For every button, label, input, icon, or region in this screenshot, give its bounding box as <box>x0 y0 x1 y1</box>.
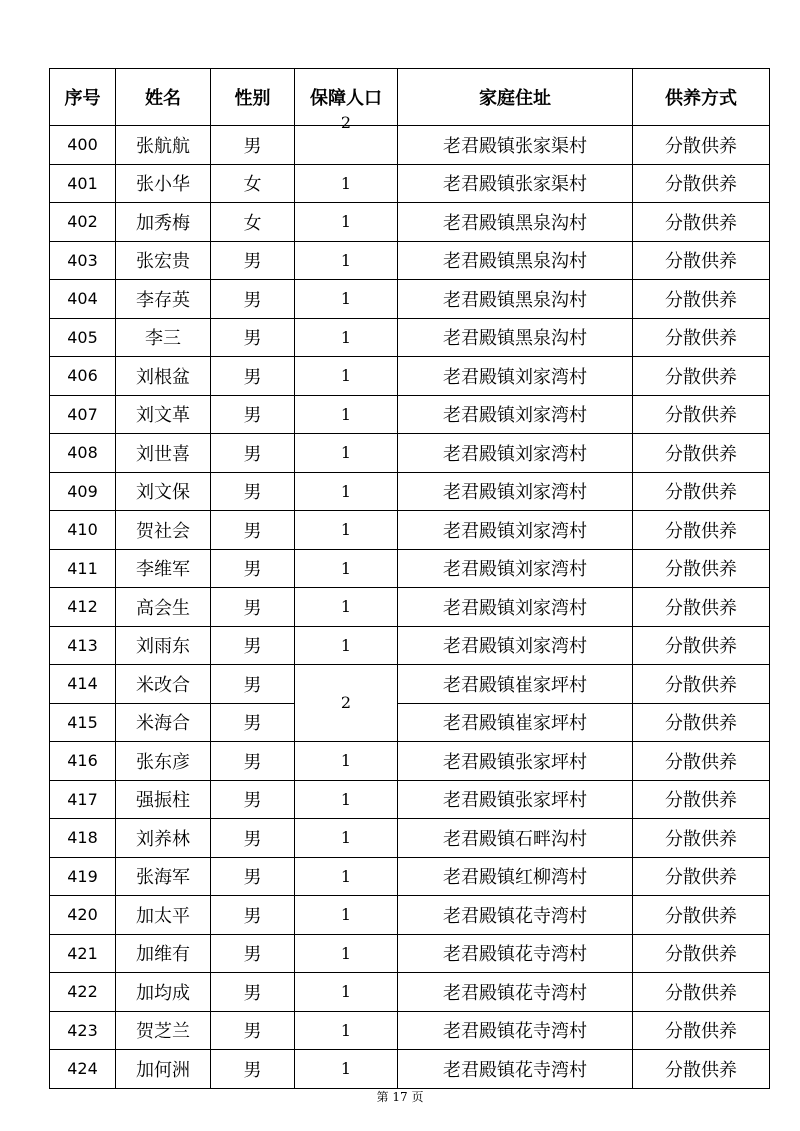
table-row <box>50 549 770 588</box>
table-row <box>50 665 770 704</box>
cell-gender: 男 <box>211 549 295 588</box>
cell-count: 1 <box>295 1011 398 1050</box>
cell-address: 老君殿镇刘家湾村 <box>398 395 633 434</box>
cell-address: 老君殿镇张家坪村 <box>398 742 633 781</box>
cell-gender: 男 <box>211 1050 295 1089</box>
cell-support: 分散供养 <box>633 973 770 1012</box>
cell-address: 老君殿镇花寺湾村 <box>398 934 633 973</box>
table-row <box>50 973 770 1012</box>
cell-gender: 男 <box>211 1011 295 1050</box>
cell-address: 老君殿镇石畔沟村 <box>398 819 633 858</box>
cell-address: 老君殿镇花寺湾村 <box>398 973 633 1012</box>
cell-count: 1 <box>295 857 398 896</box>
table-row <box>50 395 770 434</box>
cell-gender: 男 <box>211 357 295 396</box>
cell-gender: 男 <box>211 742 295 781</box>
cell-gender: 男 <box>211 280 295 319</box>
cell-count: 1 <box>295 434 398 473</box>
cell-name: 强振柱 <box>116 780 211 819</box>
cell-support: 分散供养 <box>633 819 770 858</box>
cell-gender: 男 <box>211 819 295 858</box>
table-row <box>50 318 770 357</box>
cell-serial: 408 <box>50 434 116 473</box>
cell-serial: 418 <box>50 819 116 858</box>
cell-address: 老君殿镇张家渠村 <box>398 126 633 165</box>
cell-serial: 404 <box>50 280 116 319</box>
cell-address: 老君殿镇崔家坪村 <box>398 665 633 704</box>
cell-count-value: 2 <box>340 113 352 132</box>
table-row <box>50 1050 770 1089</box>
cell-gender: 女 <box>211 164 295 203</box>
table-row <box>50 357 770 396</box>
cell-name: 刘文革 <box>116 395 211 434</box>
cell-gender: 男 <box>211 126 295 165</box>
header-support-type: 供养方式 <box>633 69 770 126</box>
cell-count: 1 <box>295 819 398 858</box>
cell-serial: 420 <box>50 896 116 935</box>
cell-serial: 409 <box>50 472 116 511</box>
cell-gender: 男 <box>211 395 295 434</box>
cell-name: 刘世喜 <box>116 434 211 473</box>
cell-support: 分散供养 <box>633 588 770 627</box>
cell-address: 老君殿镇花寺湾村 <box>398 896 633 935</box>
cell-name: 刘文保 <box>116 472 211 511</box>
cell-support: 分散供养 <box>633 703 770 742</box>
page-number: 第 17 页 <box>376 1090 424 1104</box>
cell-address: 老君殿镇花寺湾村 <box>398 1050 633 1089</box>
cell-serial: 419 <box>50 857 116 896</box>
cell-name: 米改合 <box>116 665 211 704</box>
cell-serial: 417 <box>50 780 116 819</box>
cell-address: 老君殿镇花寺湾村 <box>398 1011 633 1050</box>
cell-count: 1 <box>295 973 398 1012</box>
table-row <box>50 742 770 781</box>
cell-name: 刘养林 <box>116 819 211 858</box>
cell-count: 1 <box>295 203 398 242</box>
table-row <box>50 1011 770 1050</box>
cell-address: 老君殿镇红柳湾村 <box>398 857 633 896</box>
cell-serial: 414 <box>50 665 116 704</box>
cell-count: 1 <box>295 395 398 434</box>
cell-serial: 424 <box>50 1050 116 1089</box>
cell-count: 1 <box>295 280 398 319</box>
cell-gender: 男 <box>211 626 295 665</box>
cell-serial: 401 <box>50 164 116 203</box>
cell-gender: 男 <box>211 857 295 896</box>
cell-support: 分散供养 <box>633 126 770 165</box>
cell-address: 老君殿镇刘家湾村 <box>398 472 633 511</box>
cell-support: 分散供养 <box>633 665 770 704</box>
cell-gender: 女 <box>211 203 295 242</box>
cell-address: 老君殿镇张家坪村 <box>398 780 633 819</box>
cell-address: 老君殿镇崔家坪村 <box>398 703 633 742</box>
cell-support: 分散供养 <box>633 857 770 896</box>
cell-count: 1 <box>295 896 398 935</box>
cell-count: 1 <box>295 1050 398 1089</box>
cell-gender: 男 <box>211 588 295 627</box>
cell-support: 分散供养 <box>633 1011 770 1050</box>
cell-support: 分散供养 <box>633 742 770 781</box>
cell-serial: 406 <box>50 357 116 396</box>
table-row <box>50 819 770 858</box>
header-serial-number: 序号 <box>50 69 116 126</box>
header-gender: 性别 <box>211 69 295 126</box>
cell-gender: 男 <box>211 896 295 935</box>
cell-gender: 男 <box>211 973 295 1012</box>
cell-gender: 男 <box>211 703 295 742</box>
header-home-address: 家庭住址 <box>398 69 633 126</box>
cell-count: 1 <box>295 164 398 203</box>
cell-name: 张东彦 <box>116 742 211 781</box>
cell-support: 分散供养 <box>633 434 770 473</box>
cell-gender: 男 <box>211 511 295 550</box>
cell-address: 老君殿镇刘家湾村 <box>398 588 633 627</box>
cell-serial: 423 <box>50 1011 116 1050</box>
cell-name: 米海合 <box>116 703 211 742</box>
cell-serial: 412 <box>50 588 116 627</box>
cell-name: 张航航 <box>116 126 211 165</box>
table-row <box>50 857 770 896</box>
cell-address: 老君殿镇黑泉沟村 <box>398 203 633 242</box>
table-row <box>50 241 770 280</box>
table-row <box>50 280 770 319</box>
header-covered-persons: 保障人口 <box>295 69 398 126</box>
cell-name: 贺社会 <box>116 511 211 550</box>
cell-name: 张海军 <box>116 857 211 896</box>
cell-serial: 416 <box>50 742 116 781</box>
cell-support: 分散供养 <box>633 626 770 665</box>
cell-serial: 413 <box>50 626 116 665</box>
cell-count: 1 <box>295 549 398 588</box>
table-row <box>50 780 770 819</box>
cell-gender: 男 <box>211 665 295 704</box>
table-header-row <box>50 69 770 126</box>
cell-support: 分散供养 <box>633 280 770 319</box>
cell-support: 分散供养 <box>633 780 770 819</box>
cell-support: 分散供养 <box>633 934 770 973</box>
cell-address: 老君殿镇刘家湾村 <box>398 549 633 588</box>
cell-count-merged <box>295 665 398 742</box>
cell-support: 分散供养 <box>633 472 770 511</box>
cell-count: 1 <box>295 357 398 396</box>
cell-serial: 415 <box>50 703 116 742</box>
cell-count <box>295 113 398 165</box>
cell-address: 老君殿镇张家渠村 <box>398 164 633 203</box>
cell-support: 分散供养 <box>633 395 770 434</box>
cell-serial: 405 <box>50 318 116 357</box>
cell-name: 加秀梅 <box>116 203 211 242</box>
cell-name: 刘根盆 <box>116 357 211 396</box>
cell-name: 加维有 <box>116 934 211 973</box>
cell-gender: 男 <box>211 318 295 357</box>
table-row <box>50 588 770 627</box>
cell-support: 分散供养 <box>633 164 770 203</box>
cell-count: 1 <box>295 626 398 665</box>
cell-support: 分散供养 <box>633 549 770 588</box>
table-row <box>50 626 770 665</box>
cell-address: 老君殿镇刘家湾村 <box>398 511 633 550</box>
cell-support: 分散供养 <box>633 241 770 280</box>
cell-serial: 400 <box>50 126 116 165</box>
cell-address: 老君殿镇黑泉沟村 <box>398 318 633 357</box>
cell-count: 1 <box>295 511 398 550</box>
cell-name: 加均成 <box>116 973 211 1012</box>
cell-address: 老君殿镇黑泉沟村 <box>398 241 633 280</box>
cell-name: 高会生 <box>116 588 211 627</box>
cell-support: 分散供养 <box>633 511 770 550</box>
table-row <box>50 896 770 935</box>
cell-support: 分散供养 <box>633 1050 770 1089</box>
cell-gender: 男 <box>211 241 295 280</box>
cell-name: 李三 <box>116 318 211 357</box>
cell-serial: 407 <box>50 395 116 434</box>
table-row <box>50 126 770 165</box>
cell-gender: 男 <box>211 780 295 819</box>
cell-count: 1 <box>295 780 398 819</box>
cell-support: 分散供养 <box>633 318 770 357</box>
cell-name: 李维军 <box>116 549 211 588</box>
cell-name: 刘雨东 <box>116 626 211 665</box>
cell-count: 1 <box>295 588 398 627</box>
cell-serial: 411 <box>50 549 116 588</box>
cell-name: 加何洲 <box>116 1050 211 1089</box>
cell-name: 张小华 <box>116 164 211 203</box>
cell-count: 1 <box>295 318 398 357</box>
cell-gender: 男 <box>211 472 295 511</box>
cell-gender: 男 <box>211 934 295 973</box>
table-row <box>50 472 770 511</box>
cell-count: 1 <box>295 742 398 781</box>
cell-support: 分散供养 <box>633 357 770 396</box>
table-row <box>50 203 770 242</box>
table-row <box>50 703 770 742</box>
cell-serial: 402 <box>50 203 116 242</box>
cell-address: 老君殿镇刘家湾村 <box>398 626 633 665</box>
cell-address: 老君殿镇刘家湾村 <box>398 434 633 473</box>
cell-address: 老君殿镇刘家湾村 <box>398 357 633 396</box>
cell-count: 1 <box>295 472 398 511</box>
cell-serial: 421 <box>50 934 116 973</box>
cell-serial: 410 <box>50 511 116 550</box>
cell-support: 分散供养 <box>633 203 770 242</box>
aid-recipient-table <box>49 68 770 1089</box>
cell-name: 贺芝兰 <box>116 1011 211 1050</box>
cell-count-value: 2 <box>340 692 352 712</box>
cell-support: 分散供养 <box>633 896 770 935</box>
cell-address: 老君殿镇黑泉沟村 <box>398 280 633 319</box>
cell-serial: 422 <box>50 973 116 1012</box>
table-row <box>50 164 770 203</box>
header-name: 姓名 <box>116 69 211 126</box>
cell-count: 1 <box>295 934 398 973</box>
cell-serial: 403 <box>50 241 116 280</box>
cell-gender: 男 <box>211 434 295 473</box>
cell-name: 加太平 <box>116 896 211 935</box>
cell-name: 张宏贵 <box>116 241 211 280</box>
cell-count: 1 <box>295 241 398 280</box>
table-row <box>50 434 770 473</box>
table-row <box>50 511 770 550</box>
table-row <box>50 934 770 973</box>
cell-name: 李存英 <box>116 280 211 319</box>
